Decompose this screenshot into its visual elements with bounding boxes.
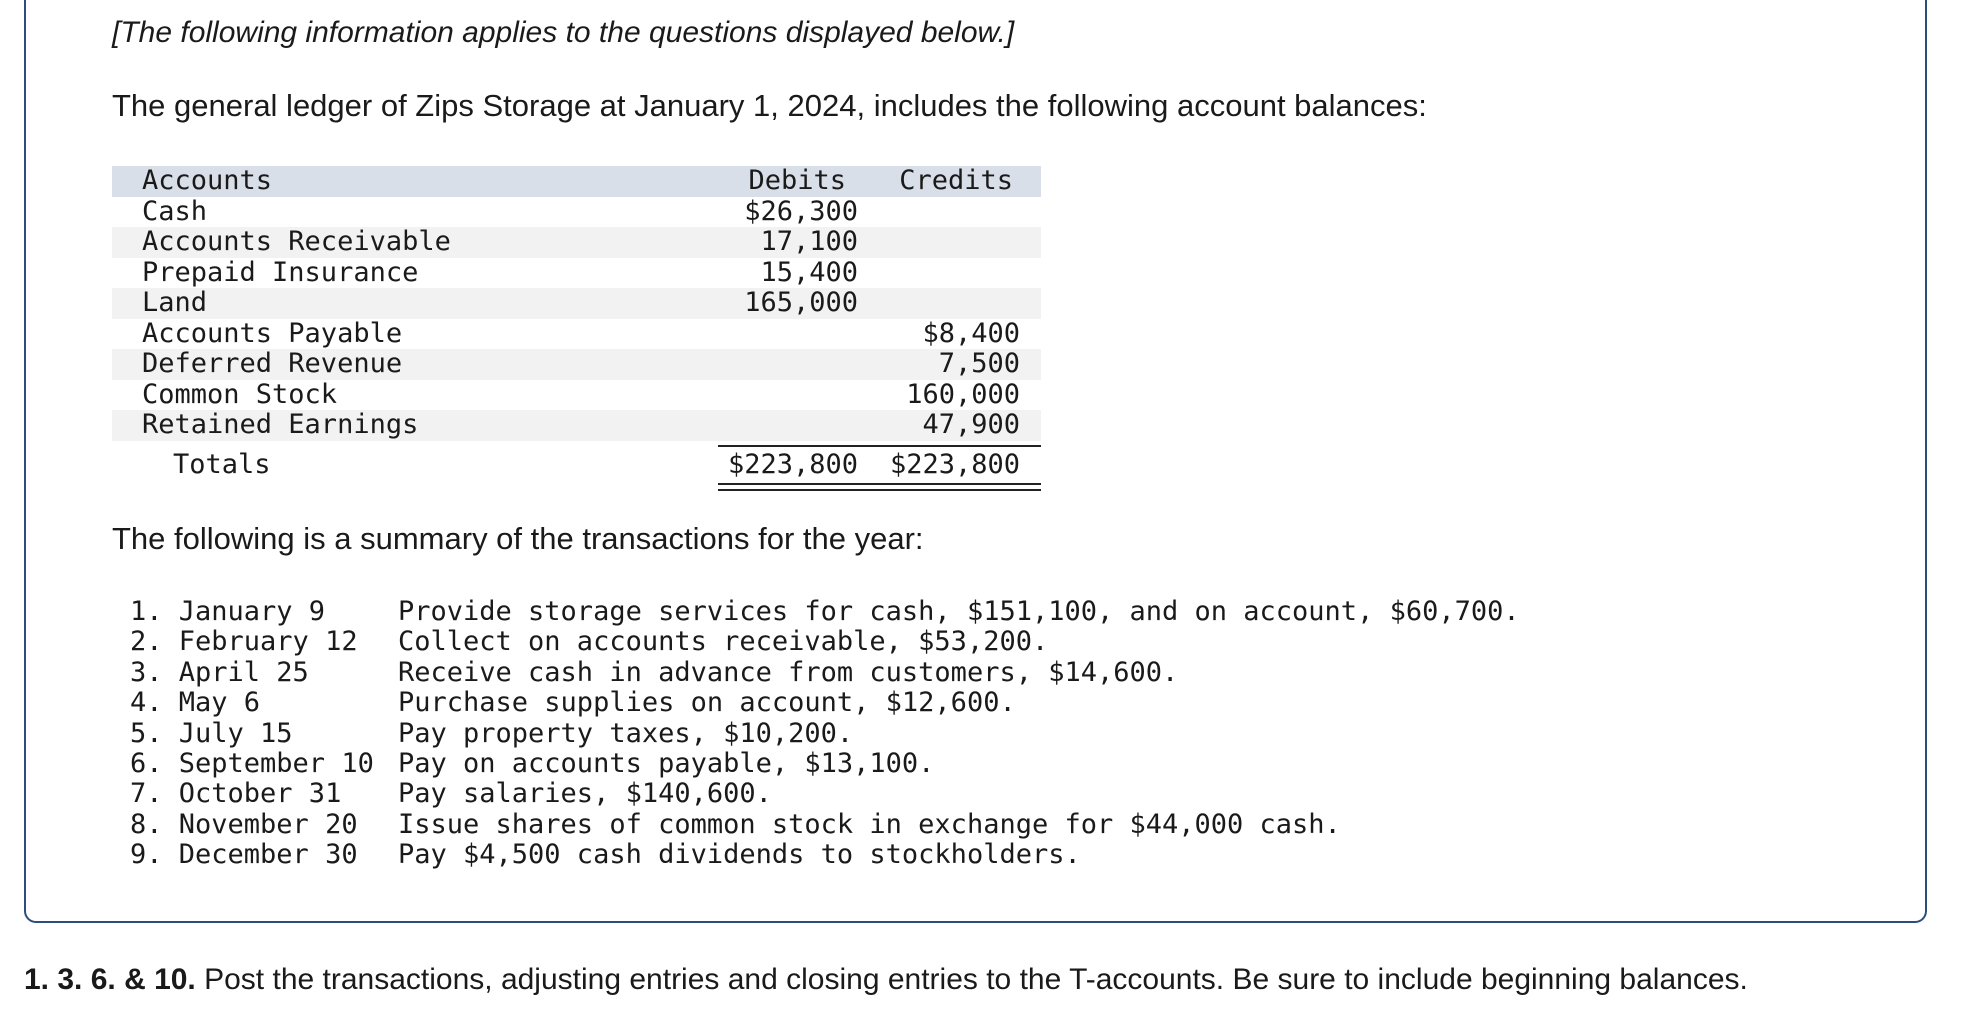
transaction-description: Collect on accounts receivable, $53,200. — [398, 626, 1049, 658]
transaction-date: 9. December 30 — [130, 839, 358, 871]
transaction-date: 1. January 9 — [130, 596, 326, 627]
credit-value: 7,500 — [938, 348, 1020, 379]
account-name: Prepaid Insurance — [142, 256, 419, 288]
debit-value: $26,300 — [744, 195, 858, 227]
list-item — [130, 688, 1730, 718]
transaction-date: 2. February 12 — [130, 626, 358, 658]
account-name: Land — [142, 287, 208, 318]
table-row — [112, 288, 1041, 319]
debit-value: 17,100 — [760, 226, 858, 257]
list-item — [130, 749, 1730, 779]
transaction-description: Provide storage services for cash, $151,100, and on account, $60,700. — [398, 596, 1520, 627]
transaction-list — [130, 597, 1730, 871]
table-row — [112, 410, 1041, 441]
account-name: Accounts Payable — [142, 317, 403, 349]
debit-value: 15,400 — [760, 256, 858, 288]
intro-text: [The following information applies to the questions displayed below.] — [112, 16, 1015, 49]
debits-header: Debits — [748, 165, 846, 196]
list-item — [130, 627, 1730, 657]
account-name: Cash — [142, 195, 208, 227]
list-item — [130, 810, 1730, 840]
account-name: Common Stock — [142, 378, 338, 410]
totals-label: Totals — [173, 448, 271, 480]
table-row — [112, 349, 1041, 380]
ledger-heading: The general ledger of Zips Storage at January 1, 2024, includes the following account balances: — [112, 88, 1427, 123]
table-row — [112, 227, 1041, 258]
transaction-date: 5. July 15 — [130, 717, 293, 749]
table-row — [112, 197, 1041, 228]
list-item — [130, 779, 1730, 809]
question-text: Post the transactions, adjusting entries and closing entries to the T-accounts. Be sure to include beginning balances. — [195, 963, 1748, 996]
question-instruction — [24, 963, 1748, 997]
question-number: 1. 3. 6. & 10. — [24, 963, 196, 996]
credit-value: 160,000 — [906, 378, 1020, 410]
table-row — [112, 380, 1041, 411]
credit-value: 47,900 — [922, 409, 1020, 440]
trial-balance-table — [112, 166, 1041, 481]
transaction-date: 6. September 10 — [130, 747, 374, 779]
table-header-row — [112, 166, 1041, 197]
transaction-description: Pay salaries, $140,600. — [398, 778, 772, 810]
table-row — [112, 319, 1041, 350]
debit-value: 165,000 — [744, 287, 858, 318]
credit-value: $8,400 — [922, 317, 1020, 349]
transaction-description: Receive cash in advance from customers, $14,600. — [398, 656, 1179, 688]
transaction-date: 8. November 20 — [130, 808, 358, 840]
transaction-date: 3. April 25 — [130, 656, 309, 688]
transaction-description: Pay $4,500 cash dividends to stockholders. — [398, 839, 1081, 871]
list-item — [130, 840, 1730, 870]
account-name: Deferred Revenue — [142, 348, 403, 379]
transaction-description: Pay property taxes, $10,200. — [398, 717, 854, 749]
total-debits: $223,800 — [727, 448, 858, 480]
table-row — [112, 258, 1041, 289]
transaction-date: 7. October 31 — [130, 778, 342, 810]
transaction-description: Purchase supplies on account, $12,600. — [398, 687, 1016, 719]
total-credits: $223,800 — [889, 448, 1020, 480]
account-name: Accounts Receivable — [142, 226, 451, 257]
list-item — [130, 597, 1730, 627]
account-name: Retained Earnings — [142, 409, 419, 440]
list-item — [130, 658, 1730, 688]
summary-heading: The following is a summary of the transactions for the year: — [112, 521, 924, 556]
transaction-description: Pay on accounts payable, $13,100. — [398, 747, 935, 779]
accounts-header: Accounts — [142, 165, 273, 196]
totals-double-rule — [718, 483, 1041, 491]
transaction-date: 4. May 6 — [130, 687, 261, 719]
totals-row — [112, 445, 1041, 481]
credits-header: Credits — [899, 165, 1013, 196]
list-item — [130, 719, 1730, 749]
transaction-description: Issue shares of common stock in exchange for $44,000 cash. — [398, 808, 1341, 840]
